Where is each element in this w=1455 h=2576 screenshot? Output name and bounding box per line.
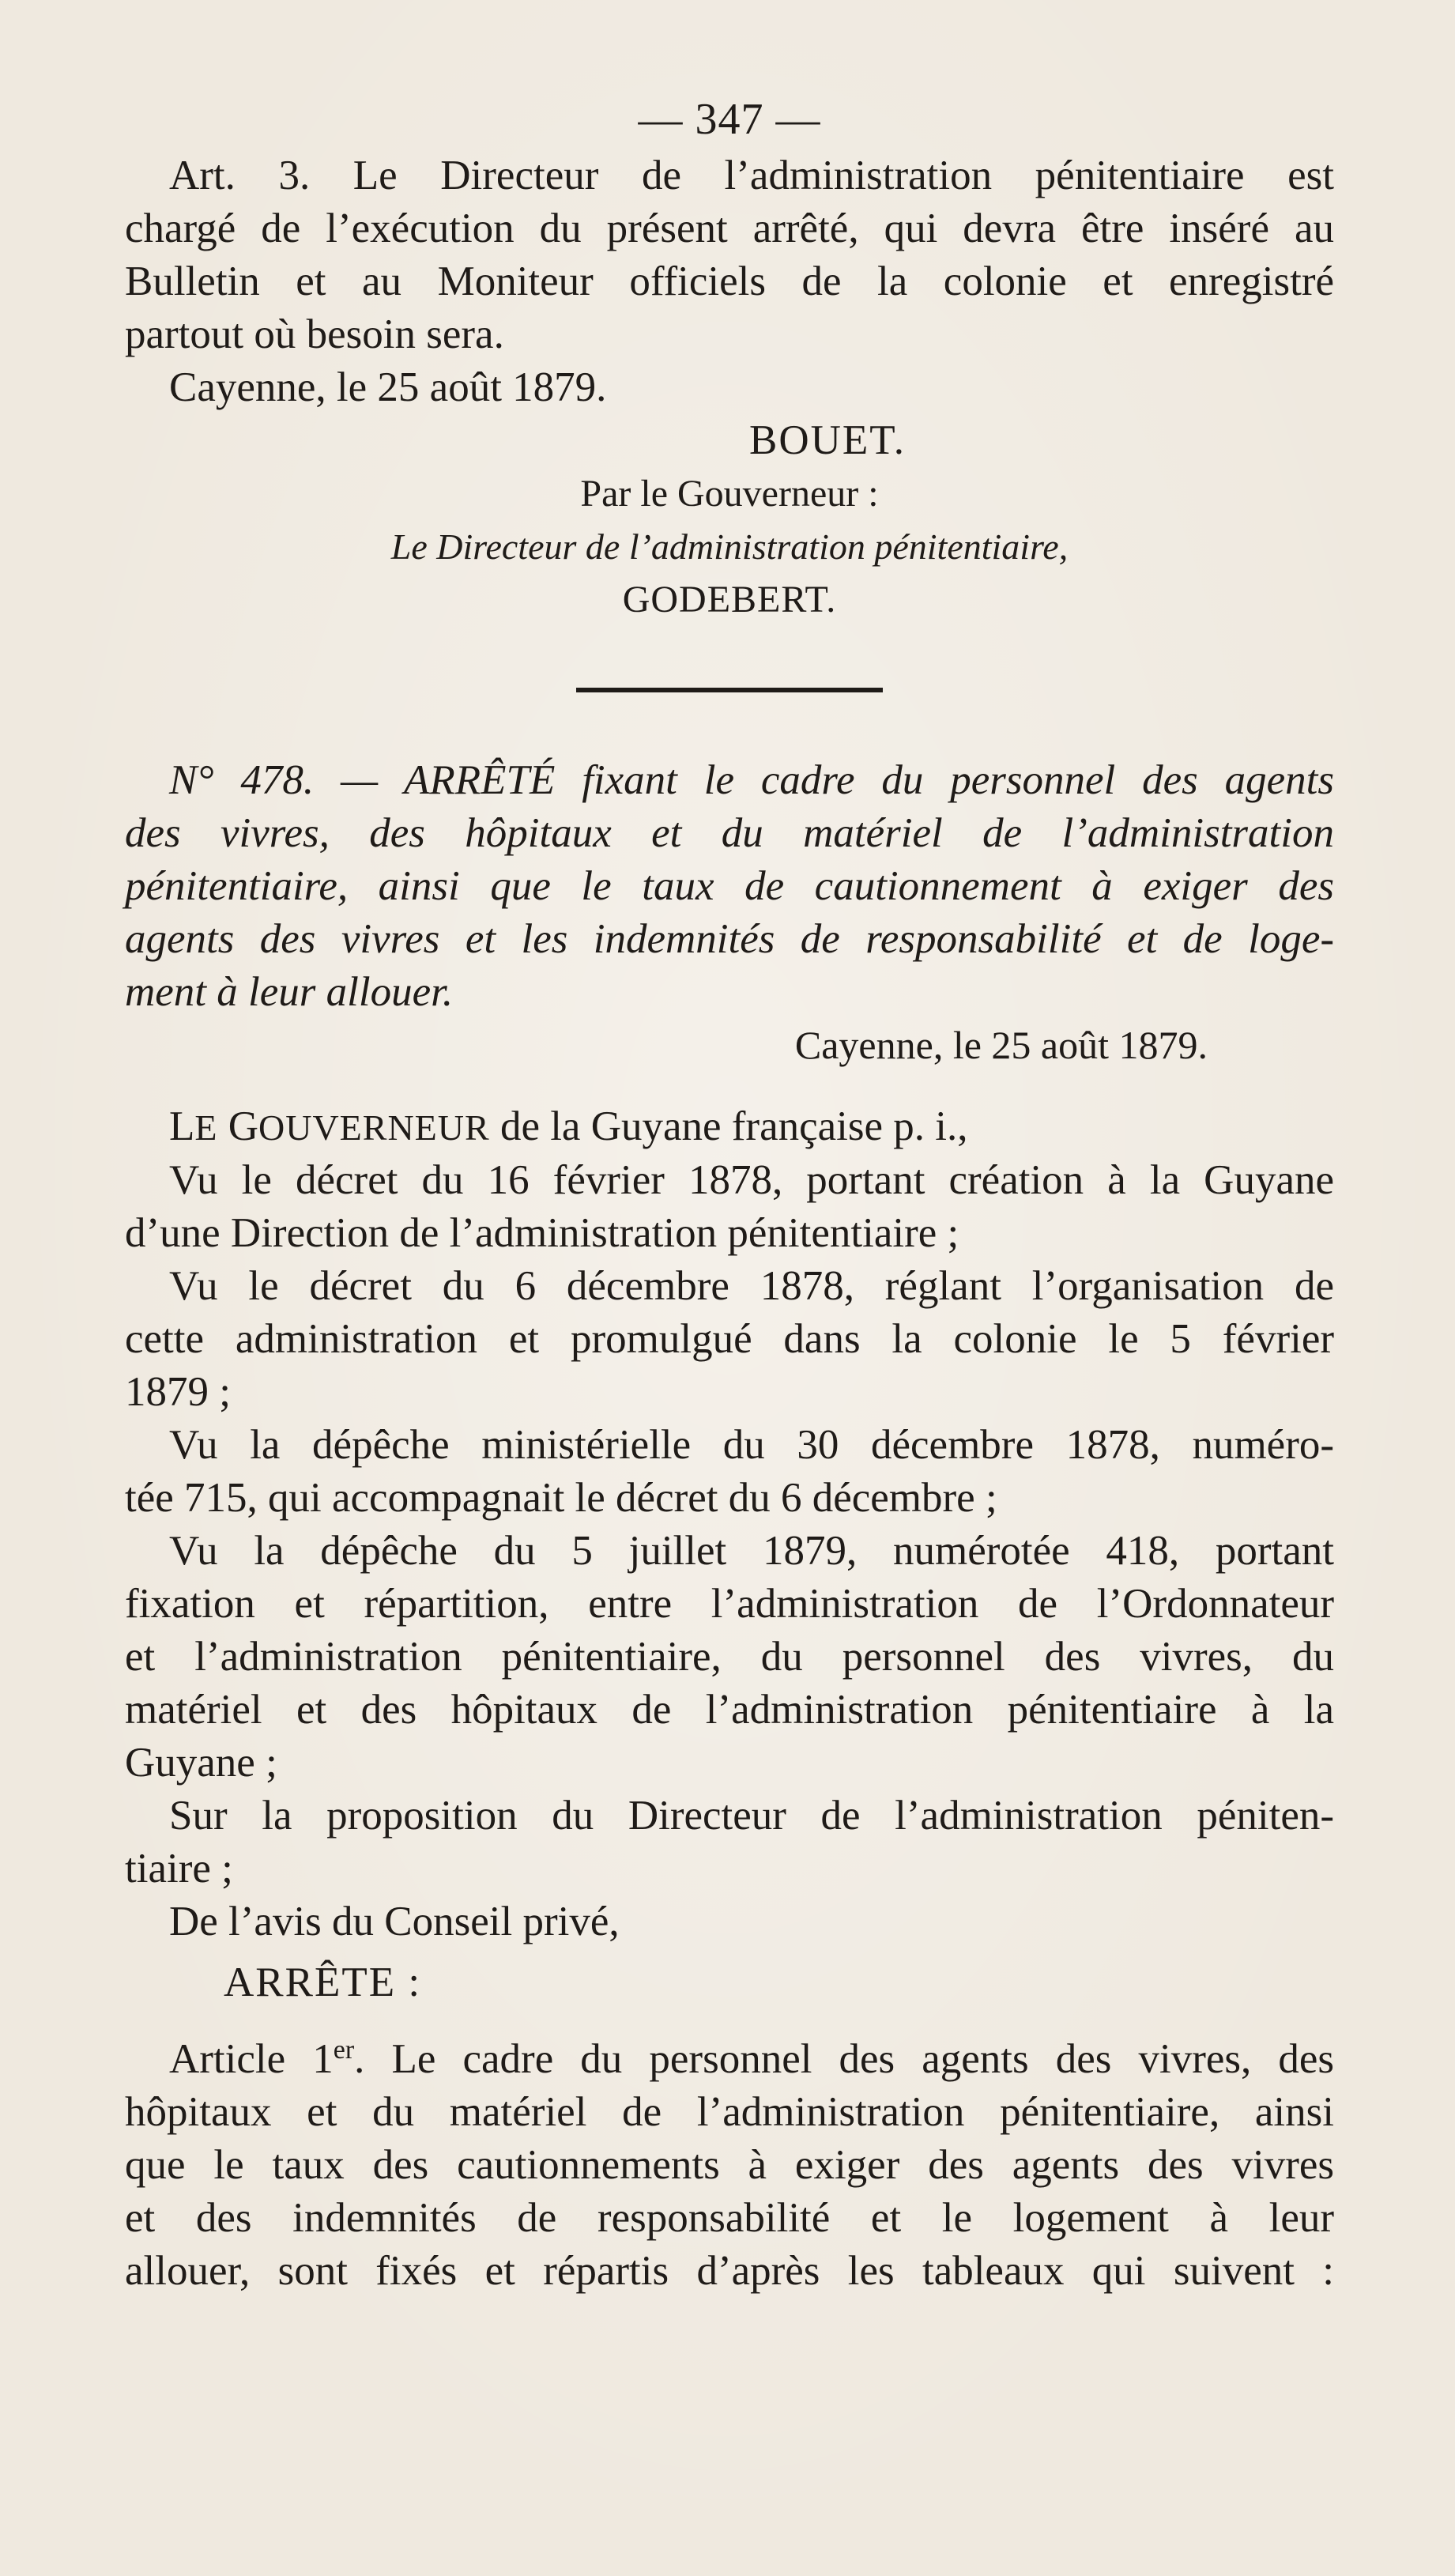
- governor-heading-part: G: [228, 1103, 259, 1149]
- visa-line: Sur la proposition du Directeur de l’administration péniten-: [169, 1793, 1334, 1839]
- visa-line: 1879 ;: [125, 1369, 231, 1415]
- signature-date: Cayenne, le 25 août 1879.: [169, 364, 607, 410]
- decision-title-line: N° 478. — ARRÊTÉ fixant le cadre du personnel des agents: [169, 757, 1334, 803]
- visa-line: De l’avis du Conseil privé,: [169, 1899, 620, 1944]
- visa-paragraph: [125, 1154, 1334, 1260]
- visa-line: Guyane ;: [125, 1740, 277, 1786]
- article-1-line: allouer, sont fixés et répartis d’après les tableaux qui suivent :: [125, 2248, 1334, 2294]
- decision-title-line: pénitentiaire, ainsi que le taux de cautionnement à exiger des: [125, 863, 1334, 909]
- decision-title-line: agents des vivres et les indemnités de responsabilité et de loge-: [125, 916, 1334, 962]
- visa-line: Vu le décret du 16 février 1878, portant création à la Guyane: [169, 1157, 1334, 1203]
- visa-line: Vu la dépêche du 5 juillet 1879, numérotée 418, portant: [169, 1528, 1334, 1574]
- visa-line: Vu le décret du 6 décembre 1878, réglant l’organisation de: [169, 1263, 1334, 1309]
- article-1-label: Article 1: [169, 2036, 334, 2082]
- article-1-line: hôpitaux et du matériel de l’administration pénitentiaire, ainsi: [125, 2089, 1334, 2135]
- visa-line: Vu la dépêche ministérielle du 30 décembre 1878, numéro-: [169, 1422, 1334, 1468]
- directeur-title: Le Directeur de l’administration pénitentiaire,: [390, 526, 1069, 567]
- decision-title: [125, 754, 1334, 1019]
- visa-line: tée 715, qui accompagnait le décret du 6 décembre ;: [125, 1475, 997, 1521]
- article-3-line: chargé de l’exécution du présent arrêté, qui devra être inséré au: [125, 206, 1334, 251]
- visa-paragraph: [125, 1260, 1334, 1419]
- visa-line: cette administration et promulgué dans la colonie le 5 février: [125, 1316, 1334, 1362]
- article-1-superscript: er: [333, 2035, 355, 2065]
- visa-paragraph: [125, 1419, 1334, 1525]
- visa-paragraph: [125, 1790, 1334, 1895]
- governor-heading-part: L: [169, 1103, 195, 1149]
- signatory-name: BOUET.: [749, 417, 906, 463]
- article-3-line: Art. 3. Le Directeur de l’administration pénitentiaire est: [169, 153, 1334, 198]
- directeur-name: GODEBERT.: [622, 579, 837, 620]
- visa-line: tiaire ;: [125, 1846, 233, 1891]
- visa-line: fixation et répartition, entre l’administration de l’Ordonnateur: [125, 1581, 1334, 1627]
- governor-heading-part: E: [194, 1107, 218, 1148]
- article-1: [125, 2023, 1334, 2298]
- visa-line: d’une Direction de l’administration pénitentiaire ;: [125, 1210, 959, 1256]
- section-divider: [576, 688, 883, 692]
- article-3-line: partout où besoin sera.: [125, 311, 504, 357]
- visa-paragraph: [125, 1895, 1334, 1948]
- article-3-line: Bulletin et au Moniteur officiels de la colonie et enregistré: [125, 258, 1334, 304]
- decision-title-line: des vivres, des hôpitaux et du matériel de l’administration: [125, 810, 1334, 856]
- visa-line: et l’administration pénitentiaire, du personnel des vivres, du: [125, 1634, 1334, 1680]
- article-1-line: [125, 2023, 1334, 2086]
- page-content: [125, 93, 1334, 2298]
- page-number: — 347 —: [638, 95, 821, 144]
- article-3: [125, 149, 1334, 361]
- decision-title-line: ment à leur allouer.: [125, 969, 454, 1015]
- governor-heading: [125, 1100, 1334, 1154]
- article-1-line: que le taux des cautionnements à exiger des agents des vivres: [125, 2142, 1334, 2188]
- article-1-line: et des indemnités de responsabilité et le logement à leur: [125, 2195, 1334, 2241]
- governor-heading-part: OUVERNEUR: [258, 1107, 490, 1148]
- visa-line: matériel et des hôpitaux de l’administration pénitentiaire à la: [125, 1687, 1334, 1733]
- par-le-gouverneur: Par le Gouverneur :: [580, 473, 879, 515]
- governor-heading-part: de la Guyane française p. i.,: [489, 1103, 968, 1149]
- arrete-heading: ARRÊTE :: [224, 1959, 422, 2005]
- decision-date: Cayenne, le 25 août 1879.: [794, 1023, 1208, 1067]
- visa-paragraph: [125, 1525, 1334, 1790]
- article-1-text: . Le cadre du personnel des agents des vivres, des: [354, 2036, 1334, 2082]
